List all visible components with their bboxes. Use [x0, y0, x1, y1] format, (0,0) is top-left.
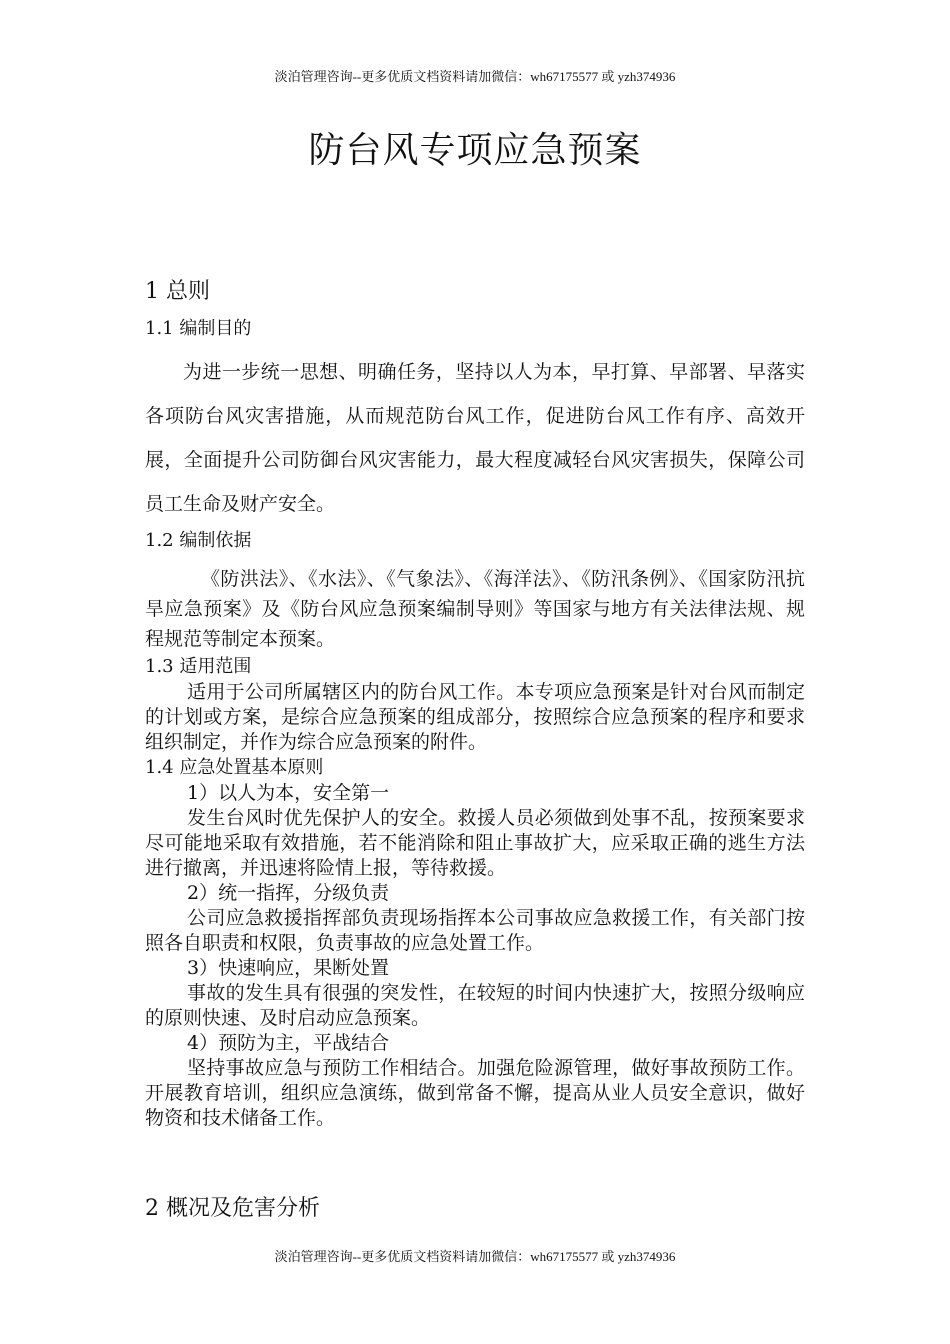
- paragraph-principle-4: 坚持事故应急与预防工作相结合。加强危险源管理，做好事故预防工作。开展教育培训，组织应急演练，做到常备不懈，提高从业人员安全意识，做好物资和技术储备工作。: [145, 1057, 805, 1129]
- principle-2: 2）统一指挥，分级负责: [187, 882, 390, 904]
- paragraph-purpose: 为进一步统一思想、明确任务，坚持以人为本，早打算、早部署、早落实各项防台风灾害措施，从而规范防台风工作，促进防台风工作有序、高效开展，全面提升公司防御台风灾害能力，最大程度减轻台风灾害损失，保障公司员工生命及财产安全。: [145, 361, 805, 515]
- page-header: 淡泊管理咨询--更多优质文档资料请加微信：wh67175577 或 yzh374936: [274, 69, 676, 84]
- paragraph-basis: 《防洪法》、《水法》、《气象法》、《海洋法》、《防汛条例》、《国家防汛抗旱应急预案》及《防台风应急预案编制导则》等国家与地方有关法律法规、规程规范等制定本预案。: [145, 568, 805, 650]
- section-1-2-heading: 1.2 编制依据: [145, 530, 252, 551]
- paragraph-scope: 适用于公司所属辖区内的防台风工作。本专项应急预案是针对台风而制定的计划或方案，是综合应急预案的组成部分，按照综合应急预案的程序和要求组织制定，并作为综合应急预案的附件。: [145, 681, 805, 753]
- paragraph-principle-2: 公司应急救援指挥部负责现场指挥本公司事故应急救援工作，有关部门按照各自职责和权限，负责事故的应急处置工作。: [145, 907, 805, 954]
- principle-3: 3）快速响应，果断处置: [187, 957, 390, 979]
- page-footer: 淡泊管理咨询--更多优质文档资料请加微信：wh67175577 或 yzh374936: [274, 1249, 676, 1264]
- principle-4: 4）预防为主，平战结合: [187, 1032, 390, 1054]
- document-body: [145, 270, 805, 1231]
- document-title: 防台风专项应急预案: [308, 130, 642, 171]
- principle-1: 1）以人为本，安全第一: [187, 782, 390, 804]
- paragraph-principle-3: 事故的发生具有很强的突发性，在较短的时间内快速扩大，按照分级响应的原则快速、及时启动应急预案。: [145, 982, 805, 1029]
- section-1-heading: 1 总则: [145, 279, 210, 304]
- section-1-4-heading: 1.4 应急处置基本原则: [145, 757, 324, 778]
- section-2-heading: 2 概况及危害分析: [145, 1196, 320, 1221]
- section-1-1-heading: 1.1 编制目的: [145, 318, 252, 339]
- section-1-3-heading: 1.3 适用范围: [145, 656, 252, 677]
- paragraph-principle-1: 发生台风时优先保护人的安全。救援人员必须做到处事不乱，按预案要求尽可能地采取有效措施，若不能消除和阻止事故扩大，应采取正确的逃生方法进行撤离，并迅速将险情上报，等待救援。: [145, 807, 805, 879]
